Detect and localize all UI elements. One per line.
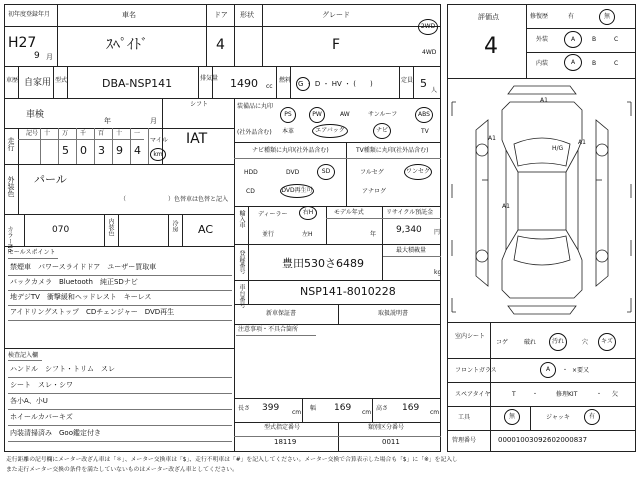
- capacity-label: 定員: [401, 77, 414, 84]
- exterior-label: 外装: [536, 36, 549, 43]
- fuel-label: 燃料: [279, 77, 292, 84]
- jack-circle: 有: [584, 409, 600, 425]
- front-glass-dot: ・: [562, 367, 569, 374]
- mileage-digit-header: 万: [62, 130, 69, 137]
- inspector-note-line: ホイールカバーキズ: [10, 413, 73, 421]
- sales-point-line: バックカメラ Bluetooth 純正SDナビ: [10, 278, 138, 286]
- height-cm: cm: [430, 409, 440, 416]
- length-label: 長さ: [238, 405, 251, 412]
- spare-tire-kit: 修理KIT: [556, 391, 578, 398]
- import-handle-right: 右H: [299, 206, 317, 220]
- persons-unit: 人: [431, 87, 438, 94]
- reg-value: 豊田530さ6489: [282, 257, 364, 270]
- mileage-digit: 9: [116, 144, 123, 157]
- km-unit-circle: km: [150, 148, 166, 161]
- inspector-note-line: 各小A、小U: [10, 397, 48, 405]
- import-label: 輸入車: [238, 210, 245, 228]
- navi-hdd: HDD: [244, 169, 258, 176]
- displacement-label: 排気量: [200, 75, 219, 82]
- shift-value: IAT: [186, 131, 208, 147]
- tv-oneseg: ワンセグ: [404, 164, 432, 180]
- model-year-unit: 年: [370, 231, 377, 238]
- max-load-label: 最大積載量: [396, 247, 427, 254]
- inspector-note-line: シート スレ・シワ: [10, 381, 73, 389]
- exterior-c: C: [614, 36, 619, 43]
- footer-line1: 走行距離の記号欄にメーター改ざん車は「＊」、メーター交換車は「$」、走行不明車は「#」を記入してください。メーター交換で合算表示した場合も「$」に「※」を記入し: [6, 457, 458, 463]
- fuel-selected-circle: [296, 77, 310, 91]
- diagram-label-3: A1: [578, 139, 586, 146]
- car-damage-diagram: [448, 80, 635, 320]
- footer-line2: また走行メーター交換の条件を満たしていないものはメーター改ざん車としてください。: [6, 467, 238, 473]
- score-value: 4: [484, 34, 498, 59]
- spare-tire-dot2: ・: [596, 391, 603, 398]
- color-code: 070: [52, 225, 70, 235]
- shaken-year: 年: [104, 117, 111, 125]
- equip-ps: PS: [280, 107, 296, 123]
- repair-no-circle: 無: [599, 9, 615, 25]
- mileage-digit-header: 記号: [26, 130, 39, 137]
- shaken-label: 車検: [26, 110, 45, 120]
- category-label: 類別区分番号: [368, 424, 405, 431]
- management-value: 00001003092602000837: [498, 436, 588, 444]
- width-cm: cm: [362, 409, 372, 416]
- exterior-b: B: [592, 36, 597, 43]
- diagram-label-5: A1: [502, 203, 510, 210]
- color-code-label: カラーNo.: [6, 226, 13, 254]
- interior-label: 内装: [536, 60, 549, 67]
- mileage-digit: 5: [62, 144, 69, 157]
- score-label: 評価点: [478, 13, 499, 21]
- color-value: パール: [34, 173, 67, 186]
- notes-label: 注意事項・不具合箇所: [238, 326, 299, 333]
- interior-c: C: [614, 60, 619, 67]
- model-year-label: モデル年式: [334, 209, 364, 216]
- manual: 取扱説明書: [378, 310, 409, 317]
- recycle-yen: 円: [434, 229, 441, 236]
- spare-tire-missing: 欠: [612, 391, 619, 398]
- first-reg-label: 初年度登録年月: [8, 11, 51, 18]
- class-label: 車歴: [6, 77, 19, 84]
- equip-airbag: エアバック: [312, 124, 348, 138]
- seat-burn: コゲ: [496, 339, 509, 346]
- sales-point-line: 地デジTV 衝撃緩和ヘッドレスト キーレス: [10, 293, 152, 301]
- sales-point-line: 禁煙車 パワースライドドア ユーザー買取車: [10, 263, 157, 271]
- reg-label: 登録番号: [238, 250, 245, 274]
- ac-label: 冷房: [171, 220, 178, 232]
- seat-hole: 穴: [582, 339, 589, 346]
- inspector-notes-label: 検査記入欄: [8, 352, 39, 359]
- navi-dvd-play: DVD再生可: [280, 184, 314, 198]
- month-unit: 月: [46, 53, 53, 61]
- grade-value: F: [332, 37, 341, 53]
- height-label: 高さ: [376, 405, 389, 412]
- mileage-digit: 4: [134, 144, 141, 157]
- tools-none-circle: 無: [504, 409, 520, 425]
- length-value: 399: [262, 403, 280, 413]
- tv-fullseg: フルセグ: [360, 169, 384, 176]
- doors-value: 4: [216, 37, 225, 53]
- car-name-value: ｽﾍﾟｲﾄﾞ: [106, 37, 148, 53]
- sales-point-line: アイドリングストップ CDチェンジャー DVD再生: [10, 308, 175, 316]
- fuel-options: G ・ D ・ HV ・ ( ): [298, 80, 373, 88]
- category-value: 0011: [382, 438, 400, 446]
- spare-tire-label: スペアタイヤ: [455, 391, 491, 398]
- navi-sd: SD: [317, 164, 335, 180]
- seat-tear: 破れ: [524, 339, 537, 346]
- jack-label: ジャッキ: [546, 414, 570, 421]
- equipment-label: 装備品に丸印: [237, 103, 274, 110]
- mileage-digit-header: 一: [134, 130, 141, 137]
- width-value: 169: [334, 403, 352, 413]
- equip-leather: 本革: [282, 128, 295, 135]
- inspector-note-line: 内装清掃済み Goo鑑定付き: [10, 429, 101, 437]
- mileage-digit: 3: [98, 144, 105, 157]
- type-value: DBA-NSP141: [102, 77, 173, 90]
- mileage-digit-header: 十: [44, 130, 51, 137]
- car-name-label: 車名: [122, 11, 136, 19]
- navi-label: ナビ種類に丸印(社外品含む): [252, 147, 329, 154]
- grade-label: グレード: [322, 11, 350, 19]
- interior-color-label: 内装色: [107, 218, 114, 236]
- height-value: 169: [402, 403, 420, 413]
- management-label: 管理番号: [452, 437, 477, 444]
- drive-4wd: 4WD: [422, 49, 437, 56]
- seat-scratch-circle: キズ: [598, 333, 616, 351]
- interior-seat-label: 室内シート: [455, 333, 486, 340]
- type-designation-value: 18119: [274, 438, 297, 446]
- chassis-label: 車台番号: [238, 284, 245, 308]
- mileage-label: 走行: [7, 137, 15, 151]
- class-value: 自家用: [24, 78, 52, 88]
- type-designation-label: 型式指定番号: [264, 424, 301, 431]
- length-cm: cm: [292, 409, 302, 416]
- front-glass-replace: ×要又: [572, 367, 590, 374]
- displacement-value: 1490: [230, 77, 258, 90]
- repair-label: 修復歴: [530, 13, 549, 20]
- navi-cd: CD: [246, 188, 255, 195]
- interior-b: B: [592, 60, 597, 67]
- new-car-warranty: 新車保証書: [266, 310, 297, 317]
- capacity-value: 5: [420, 77, 427, 90]
- diagram-label-1: A1: [540, 97, 548, 104]
- diagram-label-4: H/G: [552, 145, 564, 152]
- mileage-digit-header: 百: [98, 130, 105, 137]
- front-glass-a-circle: A: [540, 362, 556, 378]
- import-handle-left: 左H: [302, 231, 313, 238]
- ac-value: AC: [198, 223, 214, 236]
- equip-abs: ABS: [415, 107, 433, 123]
- exterior-a-circle: A: [564, 31, 582, 48]
- inspector-note-line: ハンドル シフト・トリム スレ: [10, 365, 115, 373]
- shift-label: シフト: [190, 101, 209, 108]
- repair-yes: 有: [568, 13, 575, 20]
- cc-unit: cc: [266, 83, 273, 90]
- tv-label: TV種類に丸印(社外品含む): [356, 147, 429, 154]
- mileage-digit-header: 十: [116, 130, 123, 137]
- recycle-label: リサイクル預託金: [386, 209, 434, 216]
- navi-dvd: DVD: [286, 169, 300, 176]
- recycle-value: 9,340: [396, 225, 422, 235]
- color-note: （ ）色替車は色替と記入: [120, 196, 229, 203]
- first-reg-era: H27: [8, 35, 37, 51]
- interior-a-circle: A: [564, 54, 582, 71]
- chassis-value: NSP141-8010228: [300, 285, 396, 298]
- shape-label: 形状: [240, 11, 254, 19]
- type-label: 型式: [55, 77, 68, 84]
- max-load-kg: kg: [434, 269, 442, 276]
- import-parallel: 並行: [262, 231, 275, 238]
- tv-analog: アナログ: [362, 188, 387, 195]
- mileage-digit: 0: [80, 144, 87, 157]
- spare-tire-dot1: ・: [532, 391, 539, 398]
- drive-2wd-circle: 2WD: [418, 19, 438, 35]
- equip-aw: AW: [340, 111, 350, 118]
- front-glass-label: フロントガラス: [455, 367, 497, 374]
- equip-pw: PW: [309, 107, 325, 123]
- shaken-month: 月: [150, 117, 157, 125]
- tools-label: 工具: [458, 414, 471, 421]
- seat-stain-circle: 汚れ: [549, 333, 567, 351]
- first-reg-month: 9: [34, 51, 40, 61]
- color-label: 外装色: [7, 176, 15, 197]
- spare-tire-t: T: [512, 391, 516, 398]
- equip-tv: TV: [421, 128, 429, 135]
- diagram-label-2: A1: [488, 135, 496, 142]
- sales-points-label: セールスポイント: [8, 249, 56, 256]
- import-dealer: ディーラー: [258, 211, 288, 218]
- equip-navi: ナビ: [373, 123, 391, 139]
- mileage-digit-header: 千: [80, 130, 87, 137]
- mile-unit: マイル: [150, 137, 168, 144]
- doors-label: ドア: [214, 11, 228, 19]
- equip-sunroof: サンルーフ: [368, 111, 398, 118]
- equipment-note: (社外品含む): [237, 129, 272, 136]
- width-label: 幅: [310, 405, 317, 412]
